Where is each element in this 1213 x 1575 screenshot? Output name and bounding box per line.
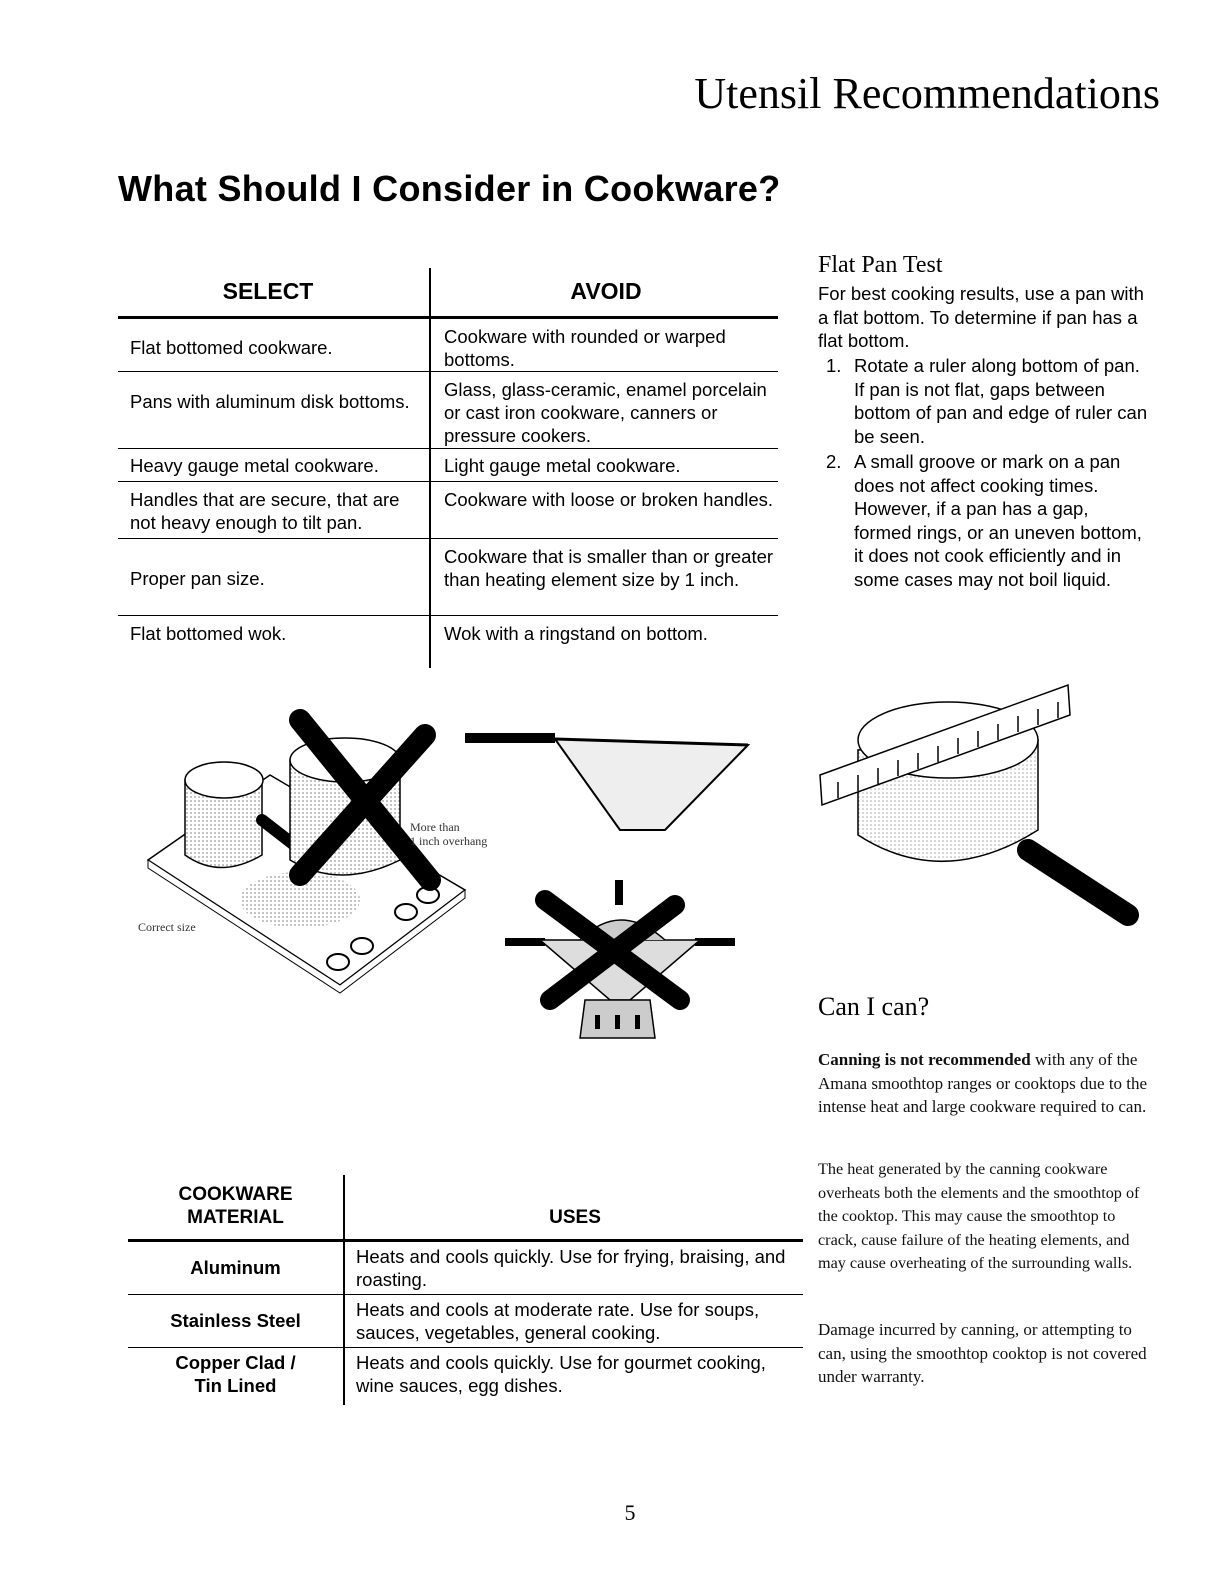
list-item [818,450,1148,591]
can-paragraph-2: The heat generated by the canning cookware overheats both the elements and the smoothtop of the cooktop. This may cause the smoothtop to crack, cause failure of the heating elements, and may cause overheating of the surrounding walls. [818,1160,1140,1272]
step-text: Rotate a ruler along bottom of pan. If pan is not flat, gaps between bottom of pan and edge of ruler can be seen. [854,355,1148,447]
avoid-header: AVOID [570,278,642,304]
table-row [118,372,778,449]
select-cell: Heavy gauge metal cookware. [130,455,379,476]
table-row [118,539,778,616]
flat-pan-test-intro: For best cooking results, use a pan with a flat bottom. To determine if pan has a flat bottom. [818,283,1144,351]
table-row [118,482,778,539]
list-item [818,354,1148,448]
page-number: 5 [624,1500,636,1525]
table-header [128,1175,803,1242]
more-than-label: More than [410,820,460,834]
material-cell [128,1351,343,1397]
uses-cell: Heats and cools at moderate rate. Use for soups, sauces, vegetables, general cooking. [356,1299,760,1343]
select-header: SELECT [222,278,314,304]
avoid-cell: Glass, glass-ceramic, enamel porcelain or cast iron cookware, canners or pressure cookers. [444,379,767,446]
flat-wok-illustration [465,725,755,835]
material-cell: Stainless Steel [170,1310,301,1331]
flat-pan-test-steps [818,354,1148,593]
step-number: 2. [826,451,842,472]
material-header-line-1: COOKWARE [178,1184,293,1205]
table-row [128,1295,803,1348]
cookware-material-table [128,1175,803,1400]
section-heading: What Should I Consider in Cookware? [118,168,781,209]
can-warning-bold: Canning is not recommended [818,1050,1031,1069]
overhang-label: 1 inch overhang [410,834,488,848]
step-text: A small groove or mark on a pan does not affect cooking times. However, if a pan has a gap, formed rings, or an uneven bottom, it does not cook efficiently and in some cases may not boil liquid. [854,451,1142,590]
can-i-can-title: Can I can? [818,992,930,1021]
select-cell: Handles that are secure, that are not heavy enough to tilt pan. [130,489,400,533]
flat-pan-test-illustration [818,680,1148,940]
select-cell: Proper pan size. [130,568,265,589]
table-row [118,319,778,372]
avoid-cell: Cookware with rounded or warped bottoms. [444,326,726,370]
material-header [128,1183,343,1229]
uses-cell: Heats and cools quickly. Use for frying, braising, and roasting. [356,1246,786,1290]
uses-cell: Heats and cools quickly. Use for gourmet cooking, wine sauces, egg dishes. [356,1352,766,1396]
material-line-1: Copper Clad / [175,1352,296,1373]
material-header-line-2: MATERIAL [187,1207,284,1228]
table-row [118,616,778,650]
avoid-cell: Cookware with loose or broken handles. [444,489,774,510]
can-paragraph-1-text: with any of the Amana smoothtop ranges or cooktops due to the intense heat and large cookware required to can. [818,1050,1148,1116]
correct-size-label: Correct size [138,920,196,934]
ringstand-wok-illustration [505,880,735,1045]
select-avoid-table [118,268,778,650]
select-cell: Flat bottomed cookware. [130,337,333,358]
can-paragraph-1 [818,1048,1148,1119]
avoid-cell: Cookware that is smaller than or greater than heating element size by 1 inch. [444,546,774,590]
table-row [128,1348,803,1400]
select-cell: Flat bottomed wok. [130,623,287,644]
can-paragraph-3: Damage incurred by canning, or attempting to can, using the smoothtop cooktop is not covered under warranty. [818,1320,1147,1386]
cooktop-pan-size-illustration [130,700,470,1000]
avoid-cell: Light gauge metal cookware. [444,455,681,476]
select-cell: Pans with aluminum disk bottoms. [130,391,410,412]
page-title: Utensil Recommendations [694,69,1160,118]
step-number: 1. [826,355,842,376]
table-header [118,268,778,319]
uses-header: USES [549,1207,601,1228]
material-line-2: Tin Lined [194,1375,277,1396]
table-row [128,1242,803,1295]
flat-pan-test-title: Flat Pan Test [818,252,943,278]
table-row [118,449,778,482]
avoid-cell: Wok with a ringstand on bottom. [444,623,708,644]
material-cell: Aluminum [190,1257,281,1278]
